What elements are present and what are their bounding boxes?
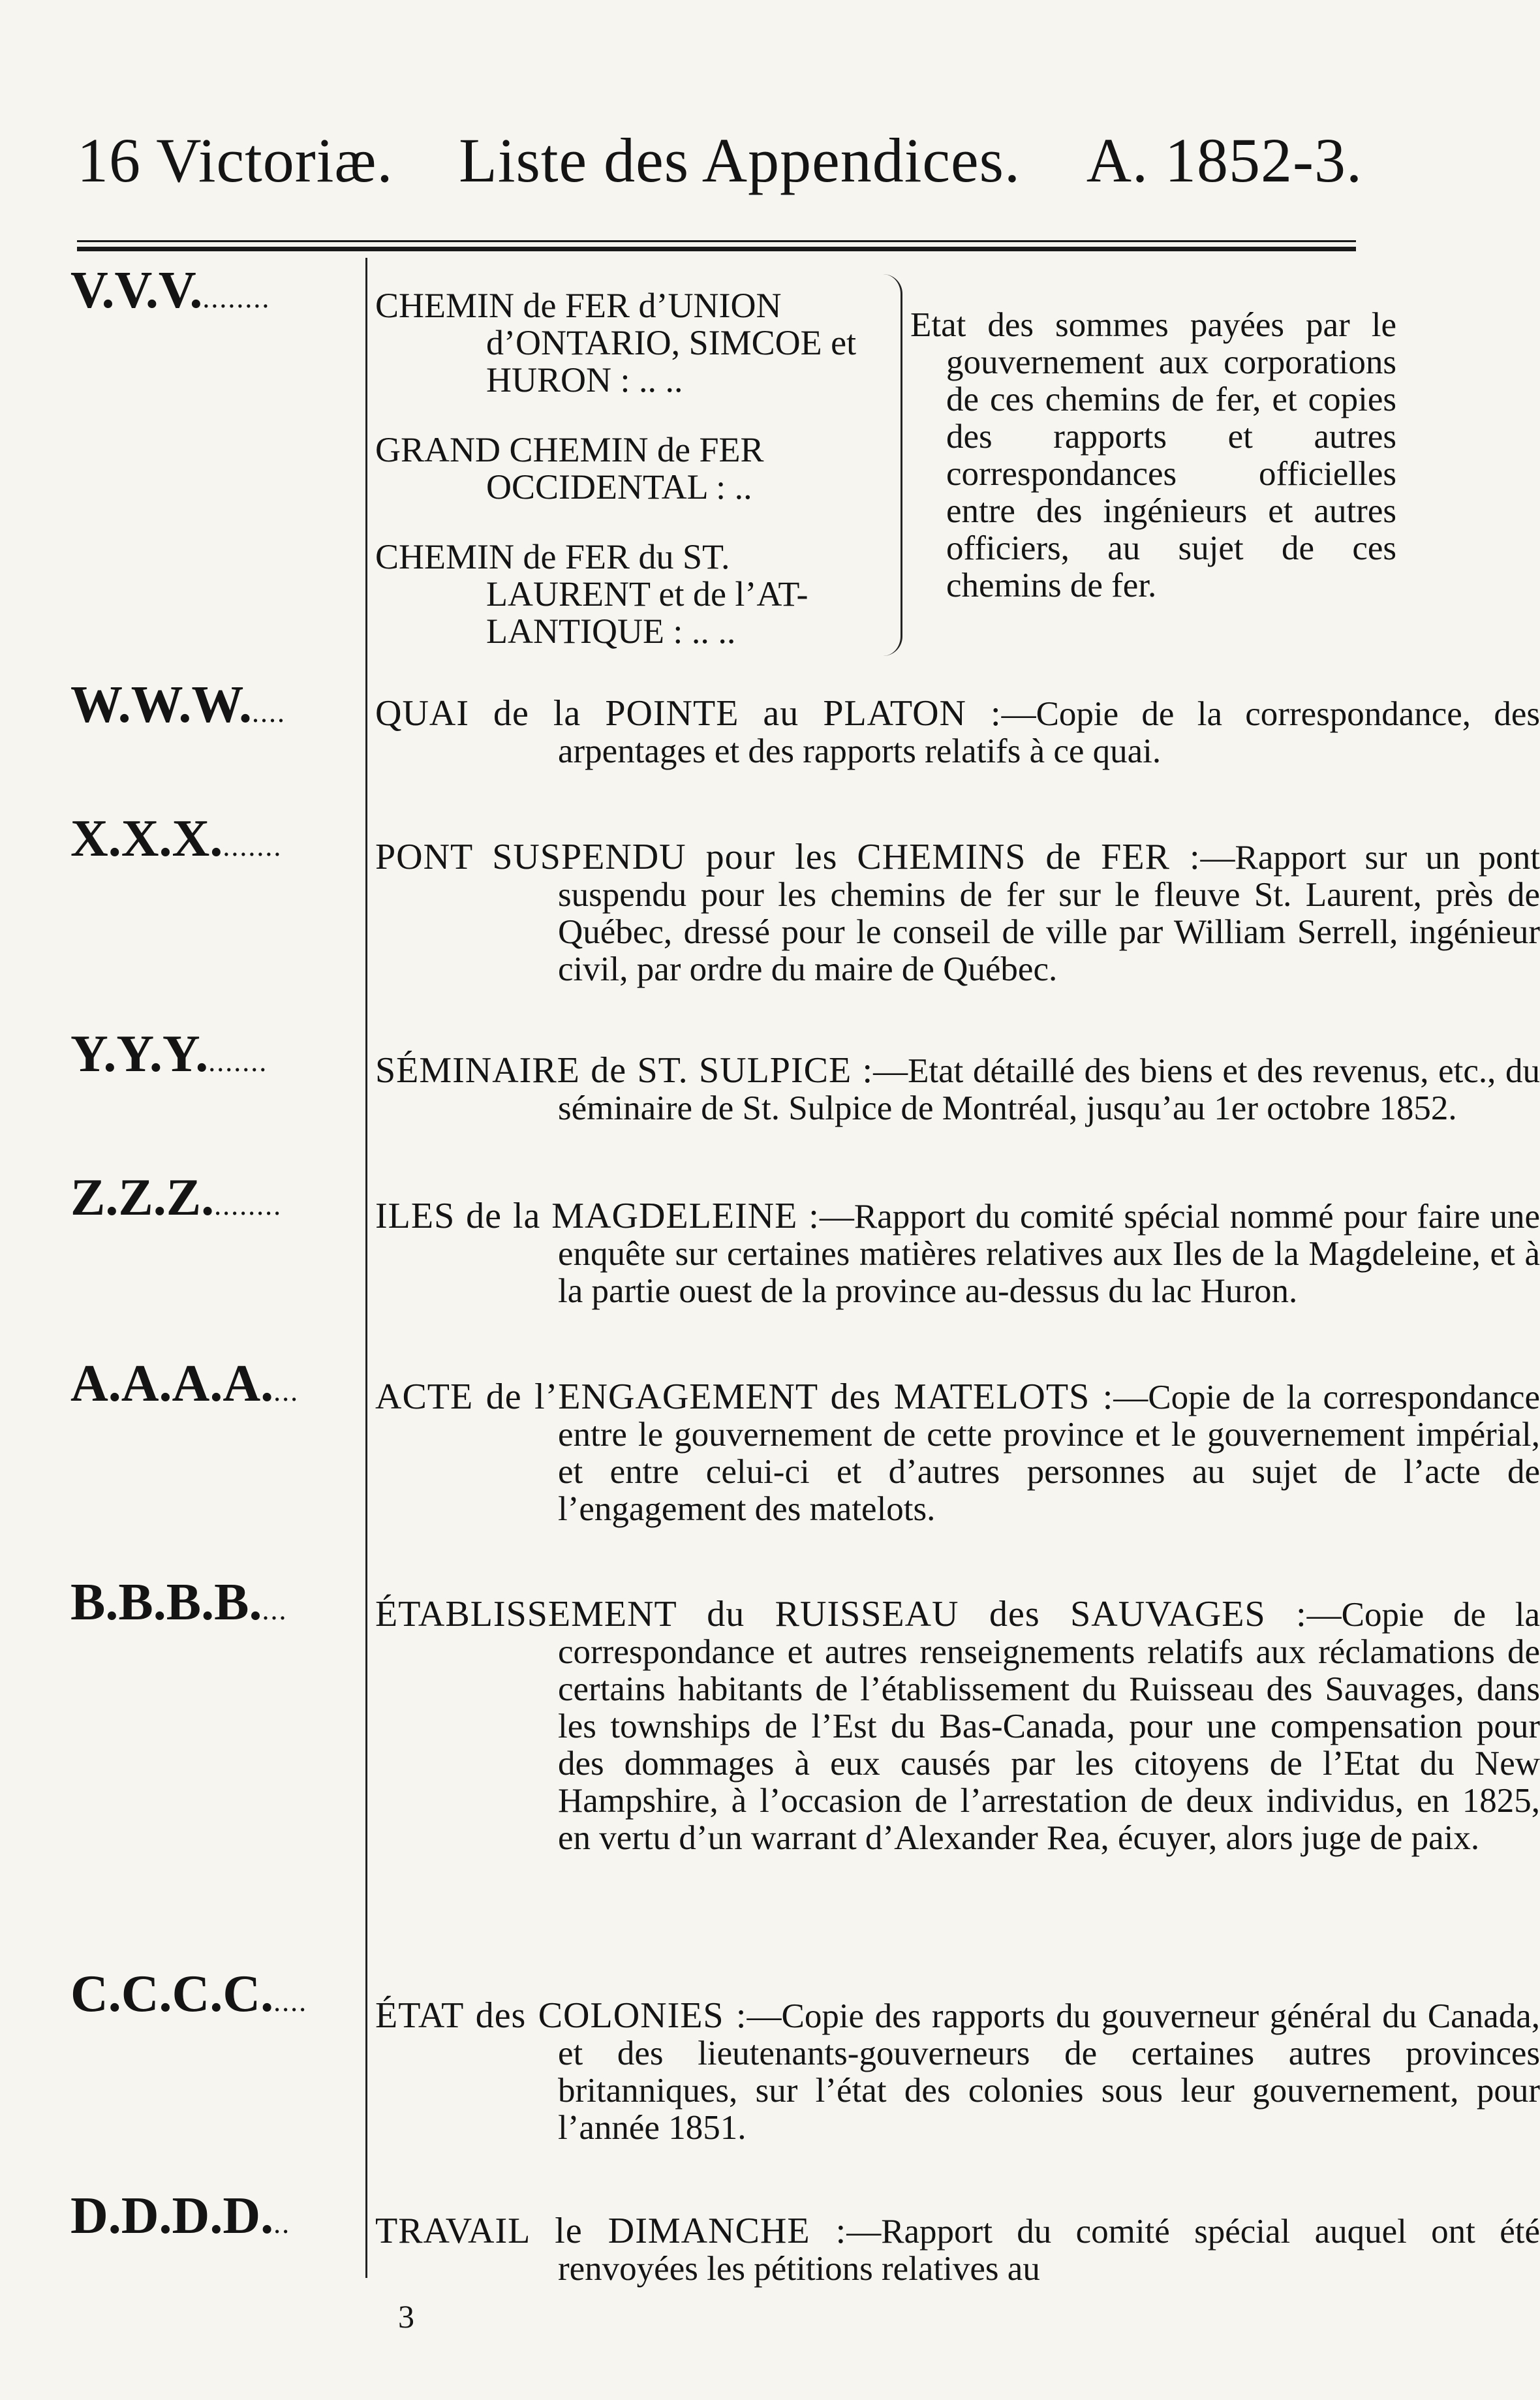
entry-text bbox=[375, 695, 1540, 770]
entry-title: ACTE de l’ENGAGEMENT des MATELOTS : bbox=[375, 1377, 1114, 1417]
header-rule-thin bbox=[77, 240, 1356, 242]
entry-title: ÉTAT des COLONIES : bbox=[375, 1995, 747, 2036]
entry-code: W.W.W..... bbox=[70, 676, 286, 734]
header-title: Liste des Appendices. bbox=[459, 125, 1021, 195]
entry-code: X.X.X........ bbox=[70, 810, 283, 867]
entry-description: —Rapport du comité spécial nommé pour faire une enquête sur certaines matières relatives aux Iles de la Magdeleine, et à la partie ouest de la province au-dessus du lac Huron. bbox=[558, 1198, 1540, 1310]
entry-text bbox=[375, 1997, 1540, 2147]
entry-description: —Copie de la correspondance entre le gouvernement de cette province et le gouvernement impérial, et entre celui-ci et d’autres personnes au sujet de l’acte de l’engagement des matelots. bbox=[558, 1379, 1540, 1528]
entry-text bbox=[375, 1052, 1540, 1127]
entry-code: Y.Y.Y........ bbox=[70, 1025, 268, 1083]
entry-text bbox=[375, 1596, 1540, 1857]
entry-text bbox=[375, 1198, 1540, 1310]
entry-code: V.V.V......... bbox=[70, 262, 271, 319]
entry-description: —Copie de la correspondance et autres renseignements relatifs aux réclamations de certains habitants de l’établissement du Ruisseau des Sauvages, dans les townships de l’Est du Bas-Canada, pour une compensation pour des dommages à eux causés par les citoyens de l’Etat du New Hampshire, à l’occasion de l’arrestation de deux individus, en 1825, en vertu d’un warrant d’Alexander Rea, écuyer, alors juge de paix. bbox=[558, 1596, 1540, 1857]
entry-title: ÉTABLISSEMENT du RUISSEAU des SAUVAGES : bbox=[375, 1594, 1307, 1634]
railway-item: CHEMIN de FER d’UNION d’ONTARIO, SIMCOE et HURON : .. .. bbox=[375, 286, 857, 399]
header-year: A. 1852-3. bbox=[1086, 125, 1363, 195]
entry-code: C.C.C.C..... bbox=[70, 1965, 308, 2023]
entry-text bbox=[375, 2213, 1540, 2288]
railway-description: Etat des sommes payées par le gouvernement aux corporations de ces chemins de fer, et copies des rapports et autres correspondances officielles entre des ingénieurs et autres officiers, au sujet de ces chemins de fer. bbox=[910, 306, 1396, 604]
entry-text bbox=[375, 1379, 1540, 1528]
entry-title: ILES de la MAGDELEINE : bbox=[375, 1196, 820, 1236]
entry-code: B.B.B.B.... bbox=[70, 1574, 288, 1631]
entry-description: —Rapport du comité spécial auquel ont été renvoyées les pétitions relatives au bbox=[558, 2213, 1540, 2288]
entry-code: A.A.A.A.... bbox=[70, 1355, 300, 1412]
entry-title: QUAI de la POINTE au PLATON : bbox=[375, 693, 1002, 734]
header-session: 16 Victoriæ. bbox=[77, 125, 393, 195]
entry-title: SÉMINAIRE de ST. SULPICE : bbox=[375, 1050, 874, 1091]
entry-description: —Copie de la correspondance, des arpentages et des rapports relatifs à ce quai. bbox=[558, 695, 1540, 770]
page-number: 3 bbox=[398, 2298, 414, 2335]
grouping-brace bbox=[881, 274, 902, 656]
entry-text bbox=[375, 839, 1540, 988]
railway-list bbox=[375, 287, 878, 683]
page-header bbox=[77, 124, 1363, 202]
railway-item: CHEMIN de FER du ST. LAURENT et de l’AT-LANTIQUE : .. .. bbox=[375, 537, 808, 651]
header-rule-thick bbox=[77, 247, 1356, 251]
entry-description: —Rapport sur un pont suspendu pour les chemins de fer sur le fleuve St. Laurent, près de Québec, dressé pour le conseil de ville par William Serrell, ingénieur civil, par ordre du maire de Québec. bbox=[558, 839, 1540, 988]
entry-description: —Etat détaillé des biens et des revenus, etc., du séminaire de St. Sulpice de Montréal, jusqu’au 1er octobre 1852. bbox=[558, 1052, 1540, 1127]
entry-title: PONT SUSPENDU pour les CHEMINS de FER : bbox=[375, 837, 1201, 877]
entry-description: —Copie des rapports du gouverneur général du Canada, et des lieutenants-gouverneurs de certaines autres provinces britanniques, sur l’état des colonies sous leur gouvernement, pour l’année 1851. bbox=[558, 1997, 1540, 2147]
entry-code: D.D.D.D... bbox=[70, 2187, 291, 2245]
entry-title: TRAVAIL le DIMANCHE : bbox=[375, 2211, 847, 2251]
entry-code: Z.Z.Z......... bbox=[70, 1169, 283, 1226]
railway-item: GRAND CHEMIN de FER OCCIDENTAL : .. bbox=[375, 430, 764, 506]
